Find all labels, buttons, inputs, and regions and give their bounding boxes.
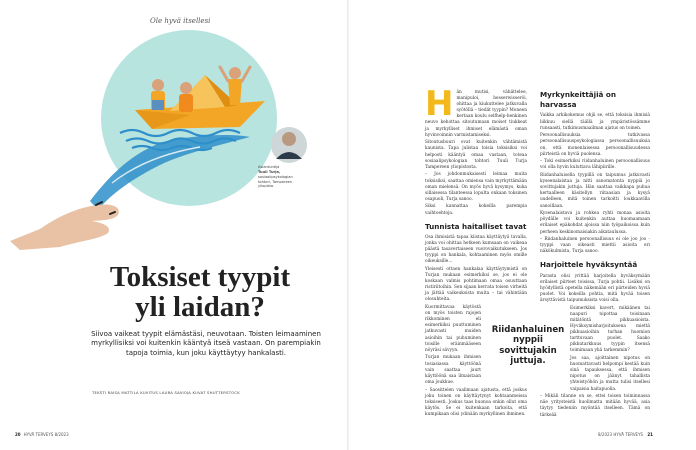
hero-illustration [0, 15, 346, 250]
paragraph: Riidanhaluisella tyypillä on taipumus jatkuvasti kyseenalaistaa ja nitti sanomatonta nyppiä jo sovittujakin juttuja. Hän saattaa vaikkapa puhua kertaalleen käsitellyn riitaasian ja kysyä uudelleen, mitä toinen tarkoitti loukkaavilla sanoillaan. [540, 173, 650, 209]
caption-line: tohtori, Tampereen [258, 179, 293, 184]
caption-line: Asiantuntija [258, 165, 280, 169]
paragraph: Siksi kannattaa kokeilla parempia vaihtoehtoja. [425, 204, 527, 216]
hand-icon [10, 204, 119, 250]
caption-name: Tuuli Turja, [258, 169, 281, 174]
article-lead: Siivoa vaikeat tyypit elämästäsi, neuvotaan. Toisten leimaaminen myrkyllisiksi voi kuitenkin kääntyä itseä vastaan. On parempiakin tapoja toimia, kun joku käyttäytyy hankalasti. [91, 330, 321, 357]
paragraph: – Saosittelen vaalimaan ajatusta, että joskus joku toinen on käyttäytynyt kohtaanmeissa toksisesti. Joskus taas huonoa onkin ollut oma käytös. Se ei kuitenkaan tarkoita, että kumpikaan olisi ydinään myrkyllinen ihminen. [425, 387, 527, 417]
column-1 [425, 84, 527, 420]
right-folio-text: 8/2023 HYVÄ TERVEYS [598, 432, 644, 437]
paragraph: Esimerkiksi kavert, mikäänen tai naapuri nipottaa toisinaan mitätöntä pikkuasioista. Hyväksymisharjoituksena miettä pikkuasioihin turhan huomion tarttuvaan puolet. Saako pikkutarkkuus tyypin itsensä toimimaan yhä tarkemmin? [570, 305, 650, 354]
paragraph: – Jos johdonmukaisesti leimaa muita toksisiksi, saattaa omiensa vain myrkyttämään oman mielensä. On myös hyvä kysymys, kuka sillaisessa tilanteessa lopulta onkaan toksinen osapuoli, Turja sanoo. [425, 172, 527, 202]
article-credits: TEKSTI RAISA MATTILA KUVITUS LAURA SAVIOJA KUVAT SHUTTERSTOCK [92, 390, 240, 395]
left-folio [15, 432, 69, 437]
intro-text: än mutisi, vähättelee, manipuloi, besserwisseröi, ohittaa ja kiukuttelee jatkuvalla syötöllä – tiedät tyypin? Moneen kertaan koulu selfhelp-henkinen neuvo kehottaa sitoutumaan moiset tiukkeat ja myrkylliset ihmiset elämästä oman hyvinvoinnin varmistamiseksi. [425, 90, 527, 138]
paragraph: Turjan mukaan ihmisen tosiasiassa käyttöönä vain saattaa jaurt käyttöönä saa ilmaistaan oma joukkue. [425, 355, 481, 385]
article-headline [70, 262, 330, 323]
paragraph: – Riidanhaluinen persoonallisuus ei ole joo joo -tyyppi vaan oikeasti miettii asioita eri näkökulmista, Turja sanoo. [540, 237, 650, 255]
paragraph: Parasta olisi yrittää harjoitella hyväksymään erilaiset piirteet toisissa, Turja pohtii. Lisäksi on hyödyllistä opetella näkemään eri piirteiden hyviä puolet. Voi kokeilla pohtia, mitä hyvää toisen ärsyttävistä taipumuksista voisi olla. [540, 273, 650, 304]
paragraph: – Mikäli tilanne on se, ettei toisen toiminnassa näe yritysteistä huolimatta mitään hyvää, asia täytyy tiedeniin myöntää itselleen. Tämä on tärkeää [540, 394, 650, 418]
caption-line: yliopisto. [258, 184, 275, 189]
page-number-left: 20 [15, 432, 21, 437]
headline-line-1: Toksiset tyypit [109, 261, 291, 293]
photo-caption [258, 165, 318, 189]
pull-quote: Riidanhaluinen nyppii sovittujakin juttuja. [491, 325, 565, 366]
paragraph: Persoonallisuuksia tutkivassa persoonallisuuspsykologiassa persoonallisuuksia on, että monenlaisessa persoonallisuudessa piirteistä on hyviä puolensa. [540, 133, 650, 157]
paragraph: Vaikka arkikokemus ohjii se, että toksisia ihmisiä liikkuu siellä täällä ja ympäristössämme runsaasti, tutkimusmaailman ajatus on toinen. [540, 113, 650, 131]
paragraph: Sitoutusbuuri ovat kuitenkin vähtämistä kaunista. Tapa julistaa toisia toksisiksi voi helposti kääntyä omaa vastaan, toteaa sosiaalipsykologian tohtori Tuuli Turja Tampereen yliopistosta. [425, 140, 527, 170]
left-folio-text: HYVÄ TERVEYS 8/2023 [23, 432, 69, 437]
dropcap: H [425, 84, 454, 124]
paragraph: Jos saa, ajoittainen nipotus on huomattavasti helpompi kestää kuin sinä tapauksessa, että ihmisen nipotus on jäänyt tahallista yhteistyöhön ja mutta tulisi itsellesi vaipaisia haitapuolia. [570, 356, 650, 392]
page-number-right: 21 [647, 432, 653, 437]
paragraph: – Toki esimerkiksi riidanhaluinen persoonallisuus voi olla hyvin kuluttava lähipiirille. [540, 159, 650, 171]
headline-line-2: yli laidan? [135, 291, 265, 324]
subheading: Tunnista haitalliset tavat [425, 221, 527, 231]
subheading: Harjoittele hyväksyntää [540, 260, 638, 270]
subheading: Myrkynkeittäjiä on harvassa [540, 90, 616, 110]
paragraph: Kysenalaistava ja rohkea ryhti monaa asioita pöydälle voi kuitenkin auttaa huomaamaan erilaiset epäkohdat ajoissa niin työpaikoissa kuin perheen keskinomaisiakin aikataulussa. [540, 211, 650, 235]
section-label: Ole hyvä itsellesi [150, 17, 211, 25]
column-2 [540, 90, 650, 420]
caption-line: sosiaalipsykologian [258, 174, 293, 179]
paragraph: Osa ihmisistä tapaa kiistaa käyttäytyä tavalla, jonka voi ohittaa hetkeen kumsaan on vaikeaa päästä tasavertaiseen vuorovaikutukseen. Jos tyyppi on hankala, kohtaaminen myös omille oikeuksille... [425, 234, 527, 265]
page-gutter [347, 0, 349, 450]
paragraph: Kuormittavaa käytöstä on myös toisten rajojen rikkominen eli esimerkiksi puuttuminen jatkuvasti muiden asioihin tai puhuminen toisille eräinmääseen nöyräsi sävyyn. [425, 305, 481, 353]
right-folio [598, 432, 656, 437]
intro-paragraph [425, 84, 527, 139]
paragraph: Yleisesti ottaen hankalaa käyttäytymistä on Turjan mukaan esimerkiksi se, jos ei ole koskaan valmis pohtimaan omaa osuuttaan ristiriitoihin. Sen sijaan kerrata toisen virheitä ja jättää vaikeuksista muita – tai vähintään olosuhteita. [425, 266, 527, 303]
